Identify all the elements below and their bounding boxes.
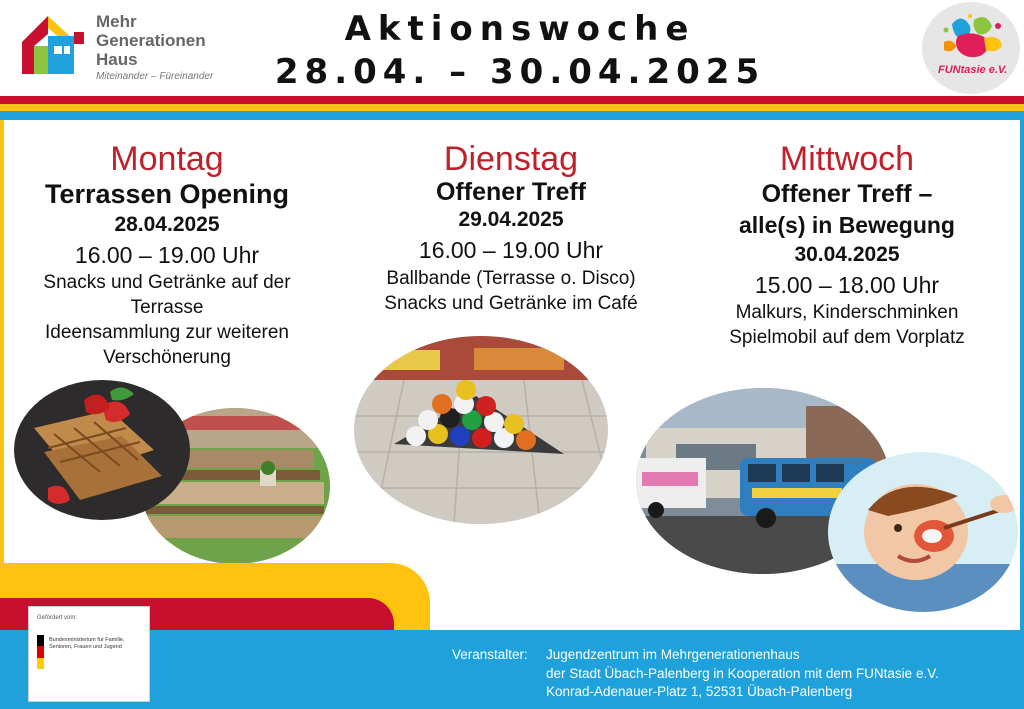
title-block <box>250 8 790 94</box>
header <box>0 0 1024 96</box>
event-description-line: Snacks und Getränke im Café <box>384 293 638 314</box>
paint-splash-icon <box>922 2 1020 94</box>
logo-line-2: Generationen <box>96 31 206 50</box>
page-dates: 28.04. – 30.04.2025 <box>274 52 766 92</box>
stripe-red <box>0 96 1024 104</box>
organizer-line: Jugendzentrum im Mehrgenerationenhaus <box>546 647 800 662</box>
event-description-line: Snacks und Getränke auf der <box>43 272 291 293</box>
funding-label: Gefördert vom: <box>37 615 78 621</box>
logo-line-1: Mehr <box>96 12 137 31</box>
face-painting-photo <box>828 452 1018 612</box>
day-name: Dienstag <box>443 140 579 178</box>
house-logo-icon <box>18 10 88 80</box>
event-time: 16.00 – 19.00 Uhr <box>418 237 604 263</box>
waffles-strawberries-photo <box>14 380 190 520</box>
stripe-yellow <box>0 104 1024 111</box>
event-subtitle: alle(s) in Bewegung <box>739 212 955 238</box>
federal-flag-icon <box>37 635 44 669</box>
organizer-line: Konrad-Adenauer-Platz 1, 52531 Übach-Palenberg <box>546 684 853 699</box>
event-title: Terrassen Opening <box>44 179 290 209</box>
mehrgenerationenhaus-logo <box>18 10 238 85</box>
frame-right-border <box>1020 120 1024 630</box>
funding-logo-box <box>28 606 150 702</box>
funtasie-label: FUNtasie e.V. <box>938 64 1008 76</box>
day-name: Montag <box>110 140 224 178</box>
day-column-monday <box>4 140 330 370</box>
stripe-blue <box>0 111 1024 120</box>
event-title: Offener Treff – <box>761 180 933 208</box>
day-name: Mittwoch <box>779 140 915 178</box>
event-date: 30.04.2025 <box>794 243 900 266</box>
organizer-block <box>452 646 939 702</box>
event-title: Offener Treff <box>435 178 587 206</box>
event-description-line: Terrasse <box>130 297 204 318</box>
event-description-line: Ballbande (Terrasse o. Disco) <box>386 268 636 289</box>
day-column-tuesday <box>344 140 678 316</box>
page-title: Aktionswoche <box>344 9 696 49</box>
event-description-line: Spielmobil auf dem Vorplatz <box>729 327 965 348</box>
event-description-line: Malkurs, Kinderschminken <box>735 302 959 323</box>
event-time: 16.00 – 19.00 Uhr <box>74 242 260 268</box>
funding-ministry: Bundesministerium für Familie, Senioren, Frauen und Jugend <box>49 637 125 650</box>
event-description-line: Verschönerung <box>103 347 231 368</box>
logo-tagline: Miteinander – Füreinander <box>96 71 214 82</box>
logo-wordmark <box>96 12 213 82</box>
organizer-label: Veranstalter: <box>452 647 528 662</box>
day-column-wednesday <box>684 140 1010 350</box>
event-time: 15.00 – 18.00 Uhr <box>754 272 940 298</box>
billiard-football-photo <box>354 336 608 524</box>
event-description-line: Ideensammlung zur weiteren <box>45 322 289 343</box>
logo-line-3: Haus <box>96 50 138 69</box>
funtasie-logo <box>922 2 1020 94</box>
event-date: 29.04.2025 <box>458 208 564 231</box>
organizer-line: der Stadt Übach-Palenberg in Kooperation mit dem FUNtasie e.V. <box>546 665 939 681</box>
event-date: 28.04.2025 <box>114 213 220 236</box>
